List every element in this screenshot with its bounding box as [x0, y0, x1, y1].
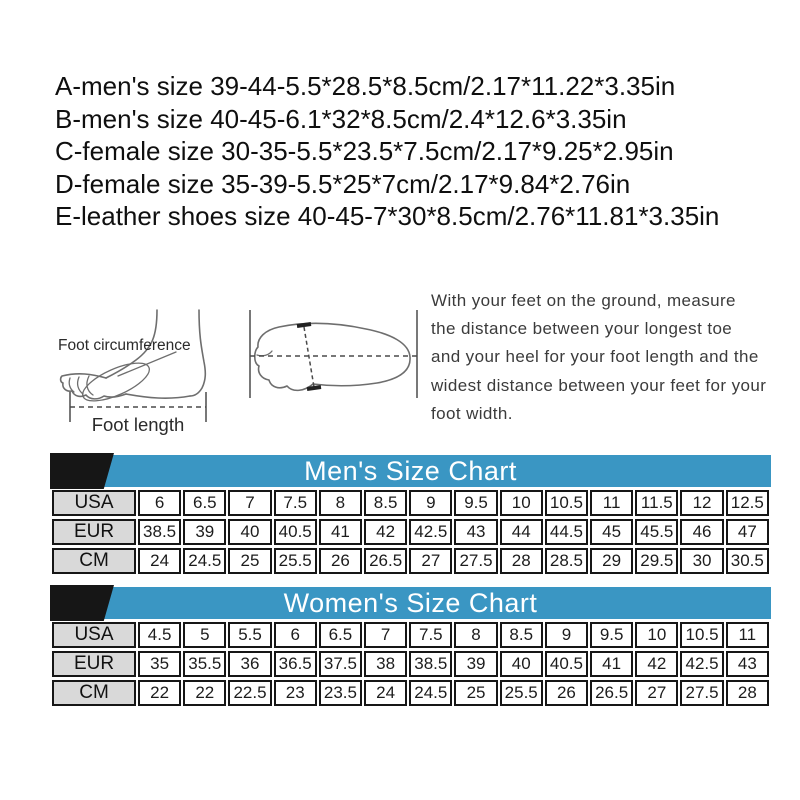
size-cell: 42 [364, 519, 407, 545]
size-cell: 12 [680, 490, 723, 516]
instruction-line: foot width. [431, 403, 513, 423]
instruction-line: and your heel for your foot length and the [431, 347, 759, 367]
size-cell: 40 [500, 651, 543, 677]
size-cell: 7 [364, 622, 407, 648]
size-row [52, 548, 769, 574]
row-label-usa: USA [52, 490, 136, 516]
size-cell: 24 [138, 548, 181, 574]
size-cell: 10.5 [680, 622, 723, 648]
size-cell: 8 [454, 622, 497, 648]
size-cell: 23 [274, 680, 317, 706]
size-cell: 11.5 [635, 490, 678, 516]
size-line-b: B-men's size 40-45-6.1*32*8.5cm/2.4*12.6*3.35in [55, 103, 627, 134]
size-cell: 44.5 [545, 519, 588, 545]
size-row [52, 680, 769, 706]
size-cell: 26 [319, 548, 362, 574]
row-label-cm: CM [52, 548, 136, 574]
foot-length-label: Foot length [91, 414, 185, 435]
size-cell: 8.5 [500, 622, 543, 648]
size-cell: 9 [545, 622, 588, 648]
size-cell: 24.5 [409, 680, 452, 706]
mens-size-table [50, 487, 771, 577]
womens-size-table [50, 619, 771, 709]
size-line-d: D-female size 35-39-5.5*25*7cm/2.17*9.84*2.76in [55, 168, 631, 199]
size-cell: 6.5 [319, 622, 362, 648]
foot-side-view-diagram [48, 288, 252, 438]
size-cell: 25.5 [274, 548, 317, 574]
size-cell: 47 [726, 519, 769, 545]
size-line-c: C-female size 30-35-5.5*23.5*7.5cm/2.17*9.25*2.95in [55, 136, 674, 166]
size-cell: 29 [590, 548, 633, 574]
size-cell: 40.5 [545, 651, 588, 677]
size-cell: 25 [228, 548, 271, 574]
size-cell: 6.5 [183, 490, 226, 516]
measuring-instructions [431, 287, 786, 428]
size-cell: 29.5 [635, 548, 678, 574]
size-cell: 23.5 [319, 680, 362, 706]
size-cell: 36 [228, 651, 271, 677]
product-size-description [55, 70, 719, 233]
size-cell: 43 [726, 651, 769, 677]
size-cell: 22 [183, 680, 226, 706]
size-line-e: E-leather shoes size 40-45-7*30*8.5cm/2.76*11.81*3.35in [55, 201, 720, 231]
size-cell: 37.5 [319, 651, 362, 677]
size-cell: 10 [500, 490, 543, 516]
row-label-cm: CM [52, 680, 136, 706]
size-line-a: A-men's size 39-44-5.5*28.5*8.5cm/2.17*11.22*3.35in [55, 71, 676, 101]
size-cell: 28.5 [545, 548, 588, 574]
size-cell: 40.5 [274, 519, 317, 545]
size-cell: 24.5 [183, 548, 226, 574]
size-cell: 30 [680, 548, 723, 574]
size-cell: 46 [680, 519, 723, 545]
size-cell: 9.5 [590, 622, 633, 648]
size-cell: 7 [228, 490, 271, 516]
size-cell: 8 [319, 490, 362, 516]
womens-size-chart [50, 587, 771, 709]
size-cell: 30.5 [726, 548, 769, 574]
size-cell: 27.5 [454, 548, 497, 574]
size-cell: 22 [138, 680, 181, 706]
size-cell: 24 [364, 680, 407, 706]
size-cell: 26.5 [364, 548, 407, 574]
mens-chart-banner [50, 455, 771, 487]
size-cell: 26.5 [590, 680, 633, 706]
row-label-eur: EUR [52, 651, 136, 677]
size-cell: 41 [319, 519, 362, 545]
size-cell: 10.5 [545, 490, 588, 516]
size-cell: 25 [454, 680, 497, 706]
size-cell: 25.5 [500, 680, 543, 706]
size-cell: 39 [183, 519, 226, 545]
size-cell: 38 [364, 651, 407, 677]
row-label-usa: USA [52, 622, 136, 648]
size-cell: 27.5 [680, 680, 723, 706]
row-label-eur: EUR [52, 519, 136, 545]
size-cell: 45.5 [635, 519, 678, 545]
instruction-line: With your feet on the ground, measure [431, 291, 736, 310]
size-row [52, 490, 769, 516]
size-cell: 4.5 [138, 622, 181, 648]
instruction-line: the distance between your longest toe [431, 319, 733, 339]
size-cell: 36.5 [274, 651, 317, 677]
size-cell: 45 [590, 519, 633, 545]
size-cell: 28 [726, 680, 769, 706]
size-cell: 35 [138, 651, 181, 677]
size-cell: 42.5 [680, 651, 723, 677]
size-cell: 22.5 [228, 680, 271, 706]
size-cell: 5.5 [228, 622, 271, 648]
size-cell: 41 [590, 651, 633, 677]
size-cell: 6 [274, 622, 317, 648]
foot-top-view-diagram [243, 300, 425, 412]
size-cell: 11 [590, 490, 633, 516]
size-cell: 26 [545, 680, 588, 706]
womens-chart-title: Women's Size Chart [283, 587, 538, 618]
size-row [52, 519, 769, 545]
size-cell: 7.5 [274, 490, 317, 516]
size-cell: 10 [635, 622, 678, 648]
size-cell: 42 [635, 651, 678, 677]
womens-chart-banner [50, 587, 771, 619]
size-row [52, 651, 769, 677]
size-cell: 43 [454, 519, 497, 545]
foot-circumference-label: Foot circumference [58, 337, 191, 354]
size-cell: 28 [500, 548, 543, 574]
size-cell: 9.5 [454, 490, 497, 516]
instruction-line: widest distance between your feet for your [431, 375, 767, 395]
mens-size-chart [50, 455, 771, 577]
size-cell: 27 [409, 548, 452, 574]
size-cell: 38.5 [138, 519, 181, 545]
size-cell: 44 [500, 519, 543, 545]
size-cell: 38.5 [409, 651, 452, 677]
size-row [52, 622, 769, 648]
size-cell: 35.5 [183, 651, 226, 677]
size-cell: 12.5 [726, 490, 769, 516]
size-cell: 40 [228, 519, 271, 545]
size-cell: 5 [183, 622, 226, 648]
size-cell: 42.5 [409, 519, 452, 545]
size-cell: 27 [635, 680, 678, 706]
size-cell: 6 [138, 490, 181, 516]
size-cell: 11 [726, 622, 769, 648]
size-cell: 7.5 [409, 622, 452, 648]
size-cell: 39 [454, 651, 497, 677]
size-cell: 9 [409, 490, 452, 516]
size-cell: 8.5 [364, 490, 407, 516]
mens-chart-title: Men's Size Chart [304, 455, 517, 486]
